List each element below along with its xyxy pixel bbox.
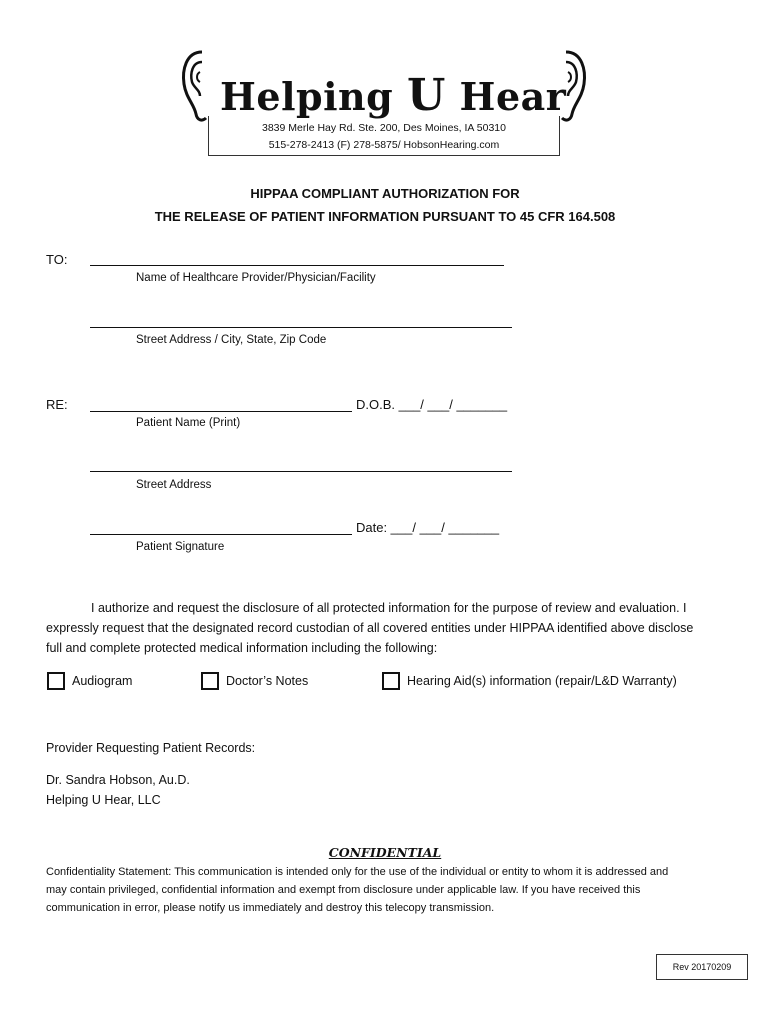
audiogram-label: Audiogram bbox=[72, 674, 133, 688]
revision-box bbox=[656, 954, 748, 980]
form-title-line-2: THE RELEASE OF PATIENT INFORMATION PURSUANT TO 45 CFR 164.508 bbox=[154, 209, 616, 224]
authorization-line-3: full and complete protected medical information including the following: bbox=[46, 641, 438, 655]
address-box bbox=[208, 116, 560, 156]
hearing-aid-checkbox[interactable] bbox=[382, 672, 400, 690]
provider-name-caption: Name of Healthcare Provider/Physician/Facility bbox=[136, 272, 376, 284]
provider-company: Helping U Hear, LLC bbox=[46, 793, 161, 807]
doctors-notes-checkbox[interactable] bbox=[201, 672, 219, 690]
right-ear-icon bbox=[552, 48, 588, 124]
provider-address-caption: Street Address / City, State, Zip Code bbox=[136, 334, 327, 346]
dob-field[interactable]: D.O.B. ___/ ___/ _______ bbox=[356, 397, 508, 412]
revision-label: Rev 20170209 bbox=[672, 962, 732, 972]
provider-address-line[interactable] bbox=[90, 327, 512, 328]
patient-signature-line[interactable] bbox=[90, 534, 352, 535]
authorization-line-1: I authorize and request the disclosure of all protected information for the purpose of review and evaluation. I bbox=[91, 601, 687, 615]
patient-name-caption: Patient Name (Print) bbox=[136, 417, 241, 429]
address-line: 3839 Merle Hay Rd. Ste. 200, Des Moines, IA 50310 bbox=[262, 122, 506, 134]
letterhead bbox=[180, 40, 590, 160]
doctors-notes-label: Doctor’s Notes bbox=[226, 674, 309, 688]
patient-street-caption: Street Address bbox=[136, 479, 212, 491]
patient-name-line[interactable] bbox=[90, 411, 352, 412]
to-label: TO: bbox=[46, 252, 68, 267]
form-title-line-1: HIPPAA COMPLIANT AUTHORIZATION FOR bbox=[250, 186, 520, 201]
audiogram-checkbox[interactable] bbox=[47, 672, 65, 690]
hearing-aid-label: Hearing Aid(s) information (repair/L&D Warranty) bbox=[407, 674, 677, 688]
authorization-line-2: expressly request that the designated record custodian of all covered entities under HIPPAA identified above disclose bbox=[46, 621, 694, 635]
confidential-line-1: Confidentiality Statement: This communication is intended only for the use of the individual or entity to whom it is addressed and bbox=[46, 866, 669, 878]
confidential-heading: CONFIDENTIAL bbox=[328, 845, 442, 860]
left-ear-icon bbox=[180, 48, 216, 124]
re-label: RE: bbox=[46, 397, 68, 412]
contact-line: 515-278-2413 (F) 278-5875/ HobsonHearing.com bbox=[268, 139, 500, 151]
patient-street-line[interactable] bbox=[90, 471, 512, 472]
provider-name: Dr. Sandra Hobson, Au.D. bbox=[46, 773, 190, 787]
logo-wordmark: Helping U Hear bbox=[220, 70, 567, 121]
confidential-line-2: may contain privileged, confidential information and exempt from disclosure under applicable law. If you have received this bbox=[46, 884, 641, 896]
date-field[interactable]: Date: ___/ ___/ _______ bbox=[356, 520, 500, 535]
provider-heading: Provider Requesting Patient Records: bbox=[46, 741, 256, 755]
provider-name-line[interactable] bbox=[90, 265, 504, 266]
patient-signature-caption: Patient Signature bbox=[136, 541, 225, 553]
confidential-line-3: communication in error, please notify us immediately and destroy this telecopy transmission. bbox=[46, 902, 495, 914]
